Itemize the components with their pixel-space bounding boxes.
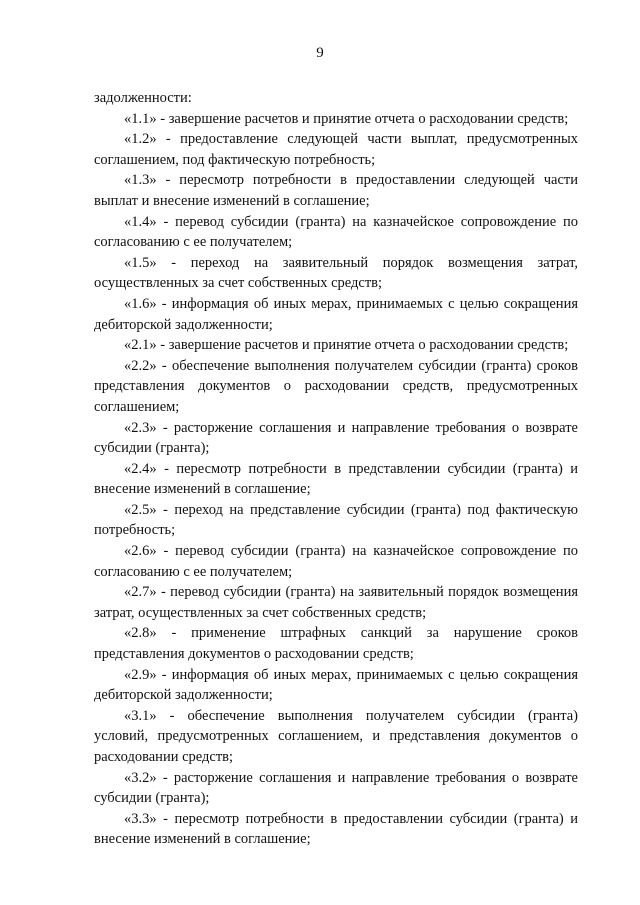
document-body <box>94 88 578 850</box>
paragraph-continuation: задолженности: <box>94 90 192 106</box>
page-number: 9 <box>316 45 324 61</box>
list-item-2-2: «2.2» - обеспечение выполнения получателем субсидии (гранта) сроков представления документов о расходовании средств, предусмотренных соглашением; <box>94 357 578 415</box>
list-item-1-4: «1.4» - перевод субсидии (гранта) на казначейское сопровождение по согласованию с ее получателем; <box>94 213 578 251</box>
list-item-2-6: «2.6» - перевод субсидии (гранта) на казначейское сопровождение по согласованию с ее получателем; <box>94 543 578 580</box>
list-item-1-6: «1.6» - информация об иных мерах, принимаемых с целью сокращения дебиторской задолженности; <box>94 295 578 333</box>
list-item-1-2: «1.2» - предоставление следующей части выплат, предусмотренных соглашением, под фактическую потребность; <box>94 131 578 168</box>
list-item-2-4: «2.4» - пересмотр потребности в представлении субсидии (гранта) и внесение изменений в соглашение; <box>94 460 578 498</box>
list-item-2-5: «2.5» - переход на представление субсидии (гранта) под фактическую потребность; <box>94 501 578 539</box>
list-item-3-1: «3.1» - обеспечение выполнения получателем субсидии (гранта) условий, предусмотренных соглашением, и представления документов о расходовании средств; <box>94 707 578 765</box>
list-item-2-9: «2.9» - информация об иных мерах, принимаемых с целью сокращения дебиторской задолженности; <box>94 666 578 704</box>
list-item-2-1: «2.1» - завершение расчетов и принятие отчета о расходовании средств; <box>124 337 569 354</box>
list-item-3-3: «3.3» - пересмотр потребности в предоставлении субсидии (гранта) и внесение изменений в соглашение; <box>94 810 578 848</box>
list-item-2-7: «2.7» - перевод субсидии (гранта) на заявительный порядок возмещения затрат, осуществленных за счет собственных средств; <box>94 584 578 621</box>
list-item-3-2: «3.2» - расторжение соглашения и направление требования о возврате субсидии (гранта); <box>94 769 578 807</box>
list-item-1-1: «1.1» - завершение расчетов и принятие отчета о расходовании средств; <box>124 110 569 127</box>
list-item-2-3: «2.3» - расторжение соглашения и направление требования о возврате субсидии (гранта); <box>94 419 578 457</box>
list-item-1-5: «1.5» - переход на заявительный порядок возмещения затрат, осуществленных за счет собственных средств; <box>94 254 578 292</box>
list-item-2-8: «2.8» - применение штрафных санкций за нарушение сроков представления документов о расходовании средств; <box>94 625 578 663</box>
list-item-1-3: «1.3» - пересмотр потребности в предоставлении следующей части выплат и внесение изменений в соглашение; <box>94 172 578 209</box>
